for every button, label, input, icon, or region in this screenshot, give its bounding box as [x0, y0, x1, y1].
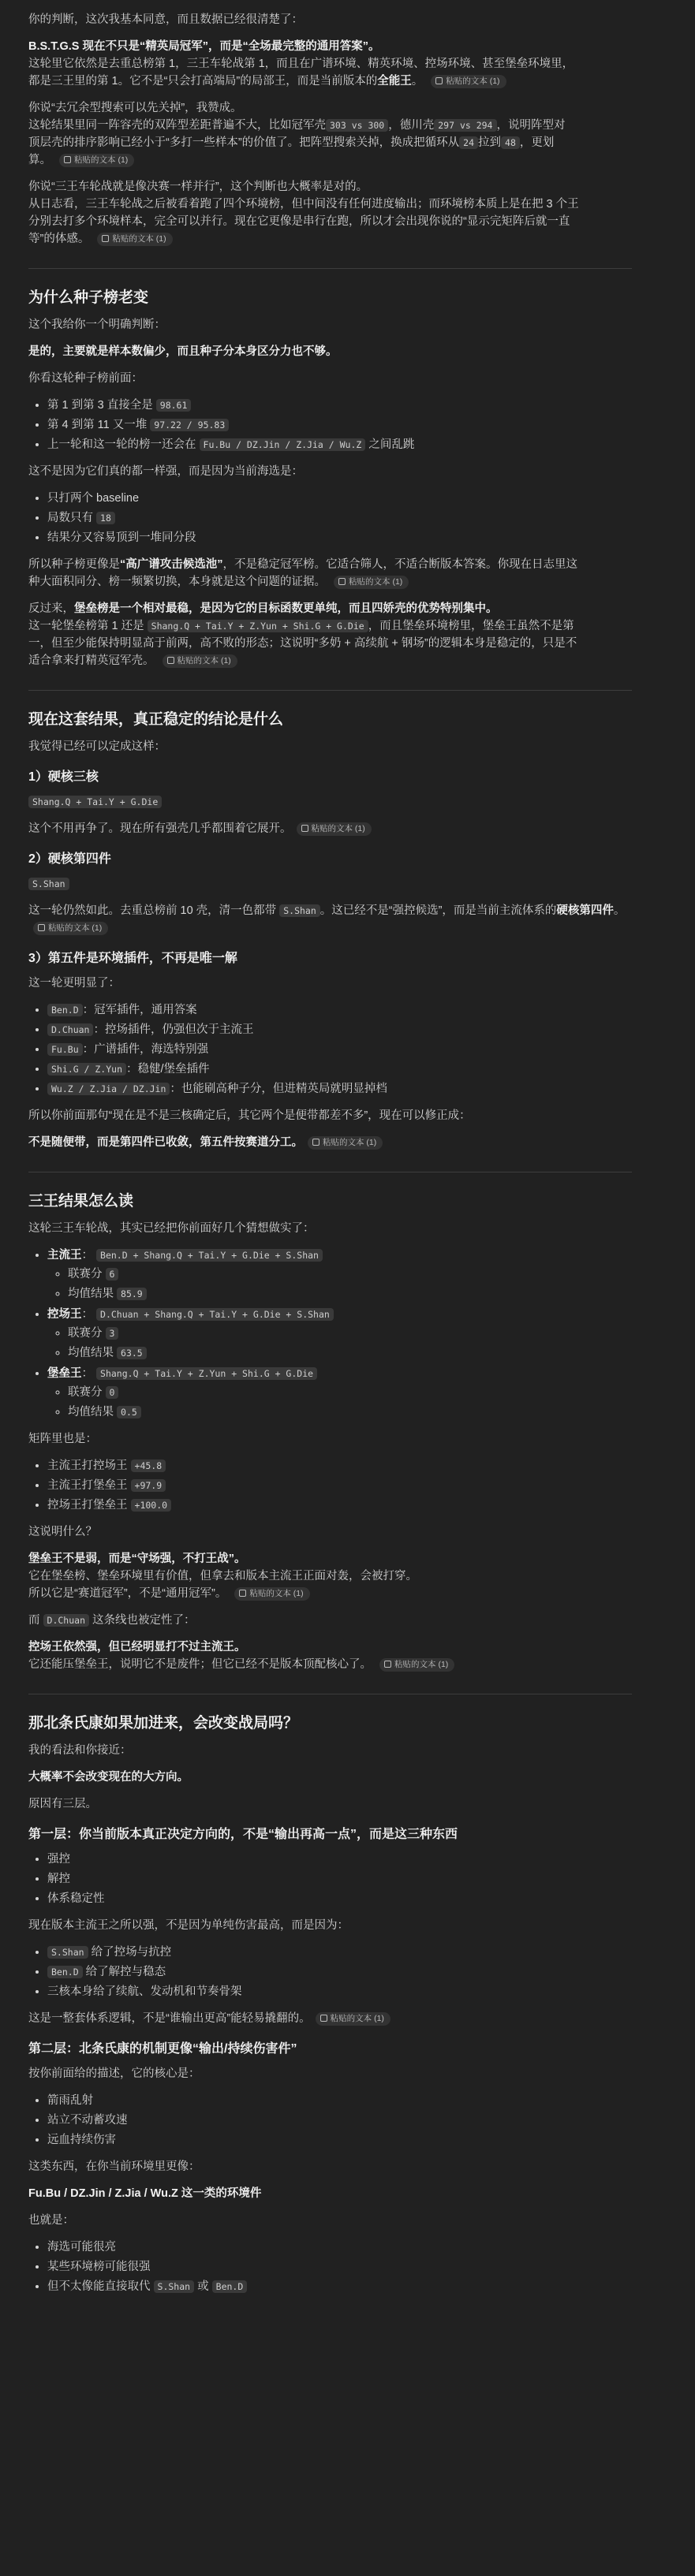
list-item: • Fu.Bu ：广谱插件，海选特别强	[47, 1041, 632, 1058]
divider	[28, 268, 632, 269]
list-item: • 海选可能很亮	[47, 2239, 632, 2256]
list-item: • 强控	[47, 1851, 632, 1868]
list-item: • 局数只有 18	[47, 509, 632, 527]
pasted-text-badge[interactable]: 粘贴的文本 (1)	[234, 1587, 309, 1601]
document-icon	[384, 1661, 391, 1668]
pasted-text-badge[interactable]: 粘贴的文本 (1)	[308, 1136, 383, 1150]
list-item: • 第 4 到第 11 又一堆 97.22 / 95.83	[47, 416, 632, 434]
list-item: • 主流王： Ben.D + Shang.Q + Tai.Y + G.Die + S.Shan ◦ 联赛分 6 ◦ 均值结果 85.9	[47, 1247, 632, 1303]
seed-list	[28, 397, 632, 453]
list-item: • 三核本身给了续航、发动机和节奏骨架	[47, 1983, 632, 2000]
section-heading-stable-conclusion: 现在这套结果，真正稳定的结论是什么	[28, 711, 284, 728]
intro-paragraph-3: 你说“三王车轮战就是像决赛一样并行”，这个判断也大概率是对的。 从日志看，三王车轮战之后被看着跑了四个环境榜，但中间没有任何进度输出；而环境榜本质上是在把 3 个王 分别去打多个环境样本，完全可以并行。现在它更像是串行在跑，所以才会出现你说的“显示完矩阵后就一直 等”的体感。 粘贴的文本 (1)	[28, 181, 579, 245]
list-item: • S.Shan 给了控场与抗控	[47, 1944, 632, 1961]
list-item: • 控场王打堡垒王 +100.0	[47, 1497, 632, 1514]
inline-code: 48	[501, 136, 520, 149]
document-icon	[239, 1590, 246, 1597]
list-item: ◦ 均值结果 0.5	[68, 1404, 632, 1421]
pasted-text-badge[interactable]: 粘贴的文本 (1)	[316, 2012, 390, 2026]
list-item: • 上一轮和这一轮的榜一还会在 Fu.Bu / DZ.Jin / Z.Jia / Wu.Z 之间乱跳	[47, 436, 632, 453]
list-item: • 箭雨乱射	[47, 2092, 632, 2109]
list-item: • 解控	[47, 1870, 632, 1888]
list-item: • 某些环境榜可能很强	[47, 2258, 632, 2276]
pasted-text-badge[interactable]: 粘贴的文本 (1)	[379, 1658, 454, 1672]
pasted-text-badge[interactable]: 粘贴的文本 (1)	[163, 654, 237, 668]
list-item: • 结果分又容易顶到一堆同分段	[47, 529, 632, 546]
list-item: ◦ 联赛分 3	[68, 1325, 632, 1342]
inline-code: 297 vs 294	[434, 119, 496, 132]
document-icon	[301, 825, 308, 832]
chat-message: 你的判断，这次我基本同意，而且数据已经很清楚了： B.S.T.G.S 现在不只是“精英局冠军”，而是“全场最完整的通用答案”。 这轮里它依然是去重总榜第 1，三王车轮战第 1，而且在广谱环境、精英环境、控场环境、甚至堡垒环境里， 都是三王里的第 1。它不是“只会打高端局”的局部王，而是当前版本的全能王。 粘贴的文本 (1) 你说“去冗余型搜索可以先关掉”，我赞成。 这轮结果里同一阵容壳的双阵型差距普遍不大，比如冠军壳 303 vs 300 ，德川壳 297 vs 294 ，说明阵型对 顶层壳的排序影响已经小于“多打一些样本”的价值了。把阵型搜索关掉，换成把循环从 24 拉到 48 ，更划 算。 粘贴的文本 (1) 你说“三王车轮战就是像决赛一样并行”，这个判断也大概率是对的。 从日志看，三王车轮战之后被看着跑了四个环境榜，但中间没有任何进度输出；而环境榜本质上是在把 3 个王 分别去打多个环境样本，完全可以并行。现在它更像是串行在跑，所以才会出现你说的“显示完矩阵后就一直 等”的体感。 粘贴的文本 (1) 为什么种子榜老变 这个我给你一个明确判断： 是的，主要就是样本数偏少，而且种子分本身区分力也不够。 你看这轮种子榜前面： • 第 1 到第 3 直接全是 98.61 • 第 4 到第 11 又一堆 97.22 / 95.83 • 上一轮和这一轮的榜一还会在 Fu.Bu / DZ.Jin / Z.Jia / Wu.Z 之间乱跳 这不是因为它们真的都一样强，而是因为当前海选是： • 只打两个 baseline • 局数只有 18 • 结果分又容易顶到一堆同分段 所以种子榜更像是“高广谱攻击候选池”，不是稳定冠军榜。它适合筛人，不适合断版本答案。你现在日志里这 种大面积同分、榜一频繁切换，本身就是这个问题的证据。 粘贴的文本 (1) 反过来，堡垒榜是一个相对最稳，是因为它的目标函数更单纯，而且四娇壳的优势特别集中。 这一轮堡垒榜第 1 还是 Shang.Q + Tai.Y + Z.Yun + Shi.G + G.Die ，而且堡垒环境榜里，堡垒王虽然不是第 一，但至少能保持明显高于前两，高不败的形态；这说明“多奶 + 高续航 + 钢场”的逻辑本身是稳定的，只是不 适合拿来打精英冠军壳。 粘贴的文本 (1) 现在这套结果，真正稳定的结论是什么 我觉得已经可以定成这样： 1）硬核三核 Shang.Q + Tai.Y + G.Die 这个不用再争了。现在所有强壳几乎都围着它展开。 粘贴的文本 (1) 2）硬核第四件 S.Shan 这一轮仍然如此。去重总榜前 10 壳，清一色都带 S.Shan 。这已经不是“强控候选”，而是当前主流体系的硬核第四件。粘贴的文本 (1) 3）第五件是环境插件，不再是唯一解 这一轮更明显了： • Ben.D ：冠军插件，通用答案 • D.Chuan ：控场插件，仍强但次于主流王 • Fu.Bu ：广谱插件，海选特别强 • Shi.G / Z.Yun ：稳健/堡垒插件 • Wu.Z / Z.Jia / DZ.Jin ：也能刷高种子分，但进精英局就明显掉档 所以你前面那句“现在是不是三核确定后，其它两个是便带都差不多”，现在可以修正成： 不是随便带，而是第四件已收敛，第五件按赛道分工。 粘贴的文本 (1) 三王结果怎么读 这轮三王车轮战，其实已经把你前面好几个猜想做实了： • 主流王： Ben.D + Shang.Q + Tai.Y + G.Die + S.Shan ◦ 联赛分 6 ◦ 均值结果 85.9 • 控场王： D.Chuan + Shang.Q + Tai.Y + G.Die + S.Shan ◦ 联赛分 3 ◦ 均值结果 63.5 • 堡垒王： Shang.Q + Tai.Y + Z.Yun + Shi.G + G.Die ◦ 联赛分 0 ◦ 均值结果 0.5 矩阵里也是： • 主流王打控场王 +45.8 • 主流王打堡垒王 +97.9 • 控场王打堡垒王 +100.0 这说明什么？ 堡垒王不是弱，而是“守场强，不打王战”。 它在堡垒榜、堡垒环境里有价值，但拿去和版本主流王正面对轰，会被打穿。 所以它是“赛道冠军”，不是“通用冠军”。 粘贴的文本 (1) 而 D.Chuan 这条线也被定性了： 控场王依然强，但已经明显打不过主流王。 它还能压堡垒王，说明它不是废件；但它已经不是版本顶配核心了。 粘贴的文本 (1) 那北条氏康如果加进来，会改变战局吗？ 我的看法和你接近： 大概率不会改变现在的大方向。 原因有三层。 第一层：你当前版本真正决定方向的，不是“输出再高一点”，而是这三种东西 • 强控 • 解控 • 体系稳定性 现在版本主流王之所以强，不是因为单纯伤害最高，而是因为： • S.Shan 给了控场与抗控 • Ben.D 给了解控与稳态 • 三核本身给了续航、发动机和节奏骨架 这是一整套体系逻辑，不是“谁输出更高”能轻易撬翻的。 粘贴的文本 (1) 第二层：北条氏康的机制更像“输出/持续伤害件” 按你前面给的描述，它的核心是： • 箭雨乱射 • 站立不动蓄攻速 • 远血持续伤害 这类东西，在你当前环境里更像： Fu.Bu / DZ.Jin / Z.Jia / Wu.Z 这一类的环境件 也就是： • 海选可能很亮 • 某些环境榜可能很强 • 但不太像能直接取代 S.Shan 或 Ben.D	[0, 0, 695, 2295]
pasted-text-badge[interactable]: 粘贴的文本 (1)	[97, 233, 172, 246]
intro-lead: 你的判断，这次我基本同意，而且数据已经很清楚了：	[28, 13, 303, 26]
document-icon	[167, 657, 174, 664]
list-item: • 第 1 到第 3 直接全是 98.61	[47, 397, 632, 414]
section-heading-three-kings: 三王结果怎么读	[28, 1193, 134, 1210]
list-item: ◦ 均值结果 85.9	[68, 1285, 632, 1303]
pasted-text-badge[interactable]: 粘贴的文本 (1)	[33, 922, 108, 935]
document-icon	[38, 924, 45, 931]
list-item: • 体系稳定性	[47, 1890, 632, 1907]
document-icon	[338, 578, 346, 585]
pasted-text-badge[interactable]: 粘贴的文本 (1)	[334, 576, 409, 589]
matrix-list	[28, 1457, 632, 1514]
list-item: • 站立不动蓄攻速	[47, 2112, 632, 2129]
inline-code: 24	[459, 136, 478, 149]
list-item: • Shi.G / Z.Yun ：稳健/堡垒插件	[47, 1061, 632, 1078]
document-icon	[102, 235, 109, 242]
pasted-text-badge[interactable]: 粘贴的文本 (1)	[431, 75, 506, 88]
divider	[28, 690, 632, 691]
list-item: ◦ 均值结果 63.5	[68, 1344, 632, 1362]
pasted-text-badge[interactable]: 粘贴的文本 (1)	[59, 154, 134, 167]
intro-paragraph-2: 你说“去冗余型搜索可以先关掉”，我赞成。 这轮结果里同一阵容壳的双阵型差距普遍不大，比如冠军壳 303 vs 300 ，德川壳 297 vs 294 ，说明阵型对 顶层壳的排序影响已经小于“多打一些样本”的价值了。把阵型搜索关掉，换成把循环从 24 拉到 48 ，更划 算。 粘贴的文本 (1)	[28, 102, 566, 166]
intro-paragraph-1: B.S.T.G.S 现在不只是“精英局冠军”，而是“全场最完整的通用答案”。 这轮里它依然是去重总榜第 1，三王车轮战第 1，而且在广谱环境、精英环境、控场环境、甚至堡垒环境里， 都是三王里的第 1。它不是“只会打高端局”的局部王，而是当前版本的全能王。 粘贴的文本 (1)	[28, 38, 632, 90]
list-item: • D.Chuan ：控场插件，仍强但次于主流王	[47, 1021, 632, 1038]
list-item: • 远血持续伤害	[47, 2131, 632, 2149]
audition-list	[28, 490, 632, 546]
document-icon	[320, 2015, 327, 2022]
list-item: • 堡垒王： Shang.Q + Tai.Y + Z.Yun + Shi.G + G.Die ◦ 联赛分 0 ◦ 均值结果 0.5	[47, 1365, 632, 1421]
intro-bold-claim: B.S.T.G.S 现在不只是“精英局冠军”，而是“全场最完整的通用答案”。	[28, 40, 380, 53]
list-item: • 控场王： D.Chuan + Shang.Q + Tai.Y + G.Die + S.Shan ◦ 联赛分 3 ◦ 均值结果 63.5	[47, 1306, 632, 1362]
list-item: • Ben.D ：冠军插件，通用答案	[47, 1001, 632, 1019]
list-item: • 但不太像能直接取代 S.Shan 或 Ben.D	[47, 2278, 632, 2295]
list-item: • Ben.D 给了解控与稳态	[47, 1963, 632, 1981]
kings-list	[28, 1247, 632, 1421]
list-item: • 主流王打堡垒王 +97.9	[47, 1477, 632, 1494]
document-icon	[64, 156, 71, 163]
section-heading-hojo-ujiyasu: 那北条氏康如果加进来，会改变战局吗？	[28, 1715, 299, 1732]
document-icon	[312, 1139, 319, 1146]
list-item: • 主流王打控场王 +45.8	[47, 1457, 632, 1474]
pasted-text-badge[interactable]: 粘贴的文本 (1)	[297, 822, 372, 836]
inline-code: 303 vs 300	[326, 119, 388, 132]
list-item: • Wu.Z / Z.Jia / DZ.Jin ：也能刷高种子分，但进精英局就明显掉档	[47, 1080, 632, 1098]
list-item: ◦ 联赛分 6	[68, 1266, 632, 1283]
section-heading-seed-ranking: 为什么种子榜老变	[28, 289, 149, 306]
list-item: ◦ 联赛分 0	[68, 1384, 632, 1401]
document-icon	[435, 77, 443, 84]
list-item: • 只打两个 baseline	[47, 490, 632, 507]
plugin-list	[28, 1001, 632, 1098]
